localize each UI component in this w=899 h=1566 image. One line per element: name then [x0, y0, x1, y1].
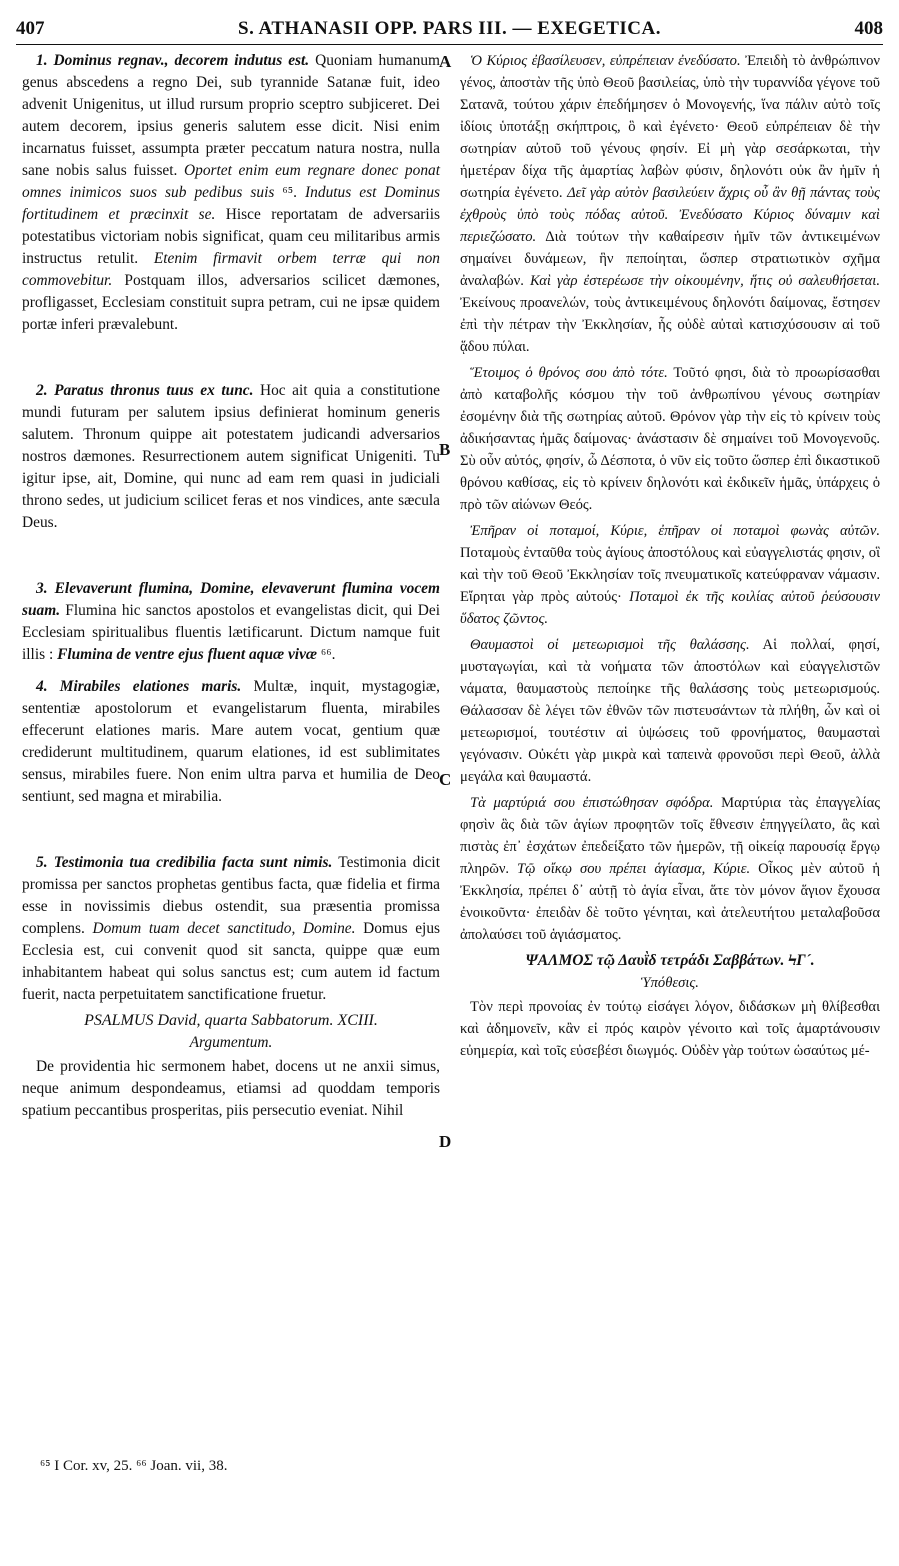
psalm-title-greek: ΨΑΛΜΟΣ τῷ Δαυῒδ τετράδι Σαββάτων. ϞΓ´.	[525, 952, 815, 969]
scripture-citation: Oportet enim eum regnare donec ponat omnes inimicos suos sub pedibus suis	[22, 162, 440, 201]
page-number-left: 407	[16, 18, 45, 39]
verse-lemma: Ὁ Κύριος ἐβασίλευσεν, εὐπρέπειαν ἐνεδύσατο.	[470, 53, 741, 69]
verse-lemma: Τὰ μαρτύριά σου ἐπιστώθησαν σφόδρα.	[470, 795, 714, 811]
latin-paragraph-5: 5. Testimonia tua credibilia facta sunt nimis. Testimonia dicit promissa per sanctos prophetas gentibus facta, quæ fidelia et firma esse in novissimis diebus ostendit, sua præsentia promissa complens. Domum tuam decet sanctitudo, Domine. Domus ejus Ecclesia est, cui convenit quod sit sancta, quippe quæ eum inhabitantem habeat qui solus sanctus est; cum autem id factum fuerit, nacta perpetuitatem sanctificatione fruetur.	[22, 854, 441, 1003]
psalm-argument-heading: Argumentum.	[189, 1034, 273, 1051]
scripture-citation: Καὶ γὰρ ἐστερέωσε τὴν οἰκουμένην, ἥτις οὐ σαλευθήσεται.	[529, 273, 880, 289]
verse-lemma: Θαυμαστοὶ οἱ μετεωρισμοὶ τῆς θαλάσσης.	[470, 637, 750, 653]
scripture-citation: Domum tuam decet sanctitudo, Domine.	[92, 920, 356, 937]
latin-paragraph-3: 3. Elevaverunt flumina, Domine, elevaverunt flumina vocem suam. Flumina hic sanctos apostolos et evangelistas dicit, qui Dei Ecclesiam spiritualibus fluentis lætificarunt. Dictum namque fuit illis : Flumina de ventre ejus fluent aquæ vivæ ⁶⁶.	[22, 580, 440, 663]
verse-lemma: 4. Mirabiles elationes maris.	[36, 678, 242, 695]
greek-paragraph-1: Ὁ Κύριος ἐβασίλευσεν, εὐπρέπειαν ἐνεδύσατο. Ἐπειδὴ τὸ ἀνθρώπινον γένος, ἀποστὰν τῆς ὑπὸ Θεοῦ βασιλείας, ὑπὸ τὴν τυραννίδα γέγονε τοῦ Σατανᾶ, τούτου χάριν ἐπεδήμησεν ὁ Μονογενής, ἵνα πάλιν αὐτὸ τοῖς ἰδίοις ὑποτάξῃ σκήπτροις, ὃ καὶ ἐγένετο· Θεοῦ εὐπρέπειαν δὲ τὴν σωτηρίαν αὐτοῦ τοῦ γένους φησίν. Εἰ μὴ γὰρ σεσάρκωται, τὴν ἡμετέραν δίχα τῆς ἁμαρτίας λαβὼν φύσιν, δηλονότι οὐκ ἂν ἡμῖν ἡ σωτηρία ἐγένετο. Δεῖ γὰρ αὐτὸν βασιλεύειν ἄχρις οὗ ἂν θῇ πάντας τοὺς ἐχθροὺς ὑπὸ τοὺς πόδας αὐτοῦ. Ἐνεδύσατο Κύριος δύναμιν καὶ περιεζώσατο. Διὰ τούτων τὴν καθαίρεσιν ἡμῖν τῶν ἀντικειμένων σημαίνει δυνάμεων, ἣν πεποίηται, ὥσπερ στρατιωτικὸν σχῆμα ἀναλαβών. Καὶ γὰρ ἐστερέωσε τὴν οἰκουμένην, ἥτις οὐ σαλευθήσεται. Ἐκείνους προανελών, τοὺς ἀντικειμένους δηλονότι δαίμονας, ἔστησεν ἐπὶ τὴν πέτραν τὴν Ἐκκλησίαν, ἧς οὐδὲ αὐταὶ κατισχύσουσιν αἱ τοῦ ᾅδου πύλαι.	[460, 53, 880, 355]
greek-paragraph-5: Τὰ μαρτύριά σου ἐπιστώθησαν σφόδρα. Μαρτύρια τὰς ἐπαγγελίας φησὶν ἃς διὰ τῶν ἁγίων προφητῶν τοῖς ἔθνεσιν ἐπηγγείλατο, ἃς καὶ πιστὰς ἐπ᾽ ἐσχάτων ἐπεδείξατο τῶν ἡμερῶν, τῇ οἰκείᾳ παρουσίᾳ ἔργῳ πληρῶν. Τῷ οἴκῳ σου πρέπει ἁγίασμα, Κύριε. Οἶκος μὲν αὐτοῦ ἡ Ἐκκλησία, πρέπει δ᾽ αὐτῇ τὸ ἁγία εἶναι, ἅτε τὸν μόνον ἅγιον ἔχουσα ἐνοικοῦντα· ἐπειδὰν δὲ τοῦτο γένηται, καὶ ἀτελευτήτου μεταλαβοῦσα ἀπολαύσει τοῦ ἁγιάσματος.	[460, 795, 881, 943]
footnote-ref: ⁶⁵.	[274, 184, 306, 201]
margin-letter-c: C	[439, 770, 452, 789]
scripture-citation: Etenim firmavit orbem terræ qui non commovebitur.	[22, 250, 440, 289]
latin-paragraph-4: 4. Mirabiles elationes maris. Multæ, inquit, mystagogiæ, sententiæ apostolorum et evangelistarum fluenta, mirabiles effecerunt elationes maris. Mare autem vocat, gentium quæ crediderunt multitudinem, quarum elationes, id est sublimitates sensus, mirabiles fuere. Non enim ultra parva et humilia de Deo sentiunt, sed magna et mirabilia.	[22, 678, 440, 805]
psalm-title: PSALMUS David, quarta Sabbatorum. XCIII.	[84, 1012, 378, 1029]
verse-lemma: 2. Paratus thronus tuus ex tunc.	[36, 382, 254, 399]
latin-paragraph-2: 2. Paratus thronus tuus ex tunc. Hoc ait quia a constitutione mundi futuram per salutem ipsius definierat hominum generis salutem. Thronum quippe ait potestatem judicandi adversarios nostros dæmones. Resurrectionem autem significat Unigeniti. Tu igitur ipse, ait, Domine, qui nunc ad eam rem quasi in judiciali throno sedes, ut judicium scilicet feras et nos vindices, ante sæcula Deus.	[22, 382, 440, 531]
verse-lemma: 1. Dominus regnav., decorem indutus est.	[36, 52, 310, 69]
margin-letter-d: D	[439, 1132, 452, 1151]
psalm-argument-heading-greek: Ὑπόθεσις.	[641, 975, 699, 991]
greek-paragraph-3: Ἐπῆραν οἱ ποταμοί, Κύριε, ἐπῆραν οἱ ποταμοὶ φωνὰς αὐτῶν. Ποταμοὺς ἐνταῦθα τοὺς ἁγίους ἀποστόλους καὶ εὐαγγελιστάς φησιν, οἳ καὶ τὴν τοῦ Θεοῦ Ἐκκλησίαν τοῖς πνευματικοῖς κατεύφραναν νάμασιν. Εἴρηται γὰρ πρὸς αὐτούς· Ποταμοὶ ἐκ τῆς κοιλίας αὐτοῦ ῥεύσουσιν ὕδατος ζῶντος.	[460, 523, 881, 627]
verse-lemma: 5. Testimonia tua credibilia facta sunt nimis.	[36, 854, 333, 871]
scripture-citation: Ποταμοὶ ἐκ τῆς κοιλίας αὐτοῦ ῥεύσουσιν ὕδατος ζῶντος.	[460, 589, 881, 627]
running-header	[16, 14, 883, 45]
running-title: S. ATHANASII OPP. PARS III. — EXEGETICA.	[238, 18, 661, 39]
latin-paragraph-1: 1. Dominus regnav., decorem indutus est. Quoniam humanum genus abscedens a regno Dei, sub tyrannide Satanæ fuit, ideo advenit Unigenitus, ut illud rursum proprio sceptro subjiceret. Dei autem decorem, ipsius generis salutem esse dicit. Nisi enim incarnatus fuisset, assumpta præter peccatum natura nostra, nulla sane nobis salus fuisset. Oportet enim eum regnare donec ponat omnes inimicos suos sub pedibus suis ⁶⁵. Indutus est Dominus fortitudinem et præcinxit se. Hisce reportatam de adversariis potestatibus victoriam nobis significat, quam ceu militaribus armis instructus retulit. Etenim firmavit orbem terræ qui non commovebitur. Postquam illos, adversarios scilicet dæmones, profligasset, Ecclesiam constituit supra petram, cui ne ipsæ quidem portæ inferi prævalebunt.	[22, 52, 441, 333]
psalm-argument-text: De providentia hic sermonem habet, docens ut ne anxii simus, neque animum despondeamus, etiamsi ad quoddam temporis spatium peccantibus prosperitas, piis persecutio eveniat. Nihil	[22, 1058, 440, 1119]
psalm-argument-text-greek: Τὸν περὶ προνοίας ἐν τούτῳ εἰσάγει λόγον, διδάσκων μὴ θλίβεσθαι καὶ ἀδημονεῖν, κἂν εἰ πρός καιρὸν γένοιτο καὶ τοῖς ἁμαρτάνουσιν εὐημερία, καὶ τοῖς εὐσεβέσι διωγμός. Οὐδὲν γὰρ τούτων ὡσαύτως μέ-	[460, 999, 880, 1059]
verse-lemma: Ἕτοιμος ὁ θρόνος σου ἀπὸ τότε.	[470, 365, 668, 381]
footnote-ref: ⁶⁶.	[317, 646, 336, 663]
scripture-citation: Flumina de ventre ejus fluent aquæ vivæ	[57, 646, 318, 663]
scripture-citation: Τῷ οἴκῳ σου πρέπει ἁγίασμα, Κύριε.	[517, 861, 751, 877]
greek-paragraph-2: Ἕτοιμος ὁ θρόνος σου ἀπὸ τότε. Τοῦτό φησι, διὰ τὸ προωρίσασθαι ἀπὸ καταβολῆς κόσμου τὴν τοῦ ἀνθρωπίνου γένους σωτηρίαν ἐσομένην διὰ τῆς σωτηρίας αὐτοῦ. Θρόνον γὰρ τὴν εἰς τὸ κρίνειν τοὺς ἀδικήσαντας ἡμᾶς δαίμονας· ἀνάστασιν δὲ σημαίνει τοῦ Μονογενοῦς. Σὺ οὖν αὐτός, φησίν, ὦ Δέσποτα, ὁ νῦν εἰς τοῦτο ὥσπερ ἐπὶ δικαστικοῦ θρόνου καθίσας, εἰς τὸ κρίνειν δηλονότι καὶ ἐκδικεῖν ἡμᾶς, ὑπάρχεις ὁ πρὸ τῶν αἰώνων Θεός.	[460, 365, 881, 513]
verse-lemma: 3. Elevaverunt flumina, Domine, elevaverunt flumina vocem suam.	[22, 580, 440, 619]
verse-lemma: Ἐπῆραν οἱ ποταμοί, Κύριε, ἐπῆραν οἱ ποταμοὶ φωνὰς αὐτῶν.	[470, 523, 880, 539]
greek-paragraph-4: Θαυμαστοὶ οἱ μετεωρισμοὶ τῆς θαλάσσης. Αἱ πολλαί, φησί, μυσταγωγίαι, καὶ τὰ νοήματα τῶν ἀποστόλων καὶ εὐαγγελιστῶν νάματα, θαυμαστοὺς πεποίηκε τῆς θαλάσσης τοὺς μετεωρισμούς. Θάλασσαν δὲ λέγει τῶν ἐθνῶν τῶν πιστευσάντων τὰ πλήθη, ὧν καὶ οἱ μετεωρισμοί, τουτέστιν αἱ ὑψώσεις τοῦ φρονήματος, θαυμασταὶ γεγόνασιν. Οὐκέτι γὰρ μικρὰ καὶ ταπεινὰ φρονοῦσι περὶ Θεοῦ, ἀλλὰ μεγάλα καὶ θαυμαστά.	[460, 637, 880, 785]
page-number-right: 408	[854, 18, 883, 39]
scripture-citation: Indutus est Dominus fortitudinem et præcinxit se.	[22, 184, 441, 223]
latin-column	[22, 50, 440, 1122]
margin-letter-a: A	[439, 52, 452, 71]
margin-letter-b: B	[439, 440, 451, 459]
greek-column	[460, 50, 880, 1062]
footnotes: ⁶⁵ I Cor. xv, 25. ⁶⁶ Joan. vii, 38.	[40, 1458, 228, 1474]
scripture-citation: Ἐνεδύσατο Κύριος δύναμιν καὶ περιεζώσατο.	[460, 207, 880, 245]
scripture-citation: Δεῖ γὰρ αὐτὸν βασιλεύειν ἄχρις οὗ ἂν θῇ πάντας τοὺς ἐχθροὺς ὑπὸ τοὺς πόδας αὐτοῦ.	[460, 185, 880, 223]
